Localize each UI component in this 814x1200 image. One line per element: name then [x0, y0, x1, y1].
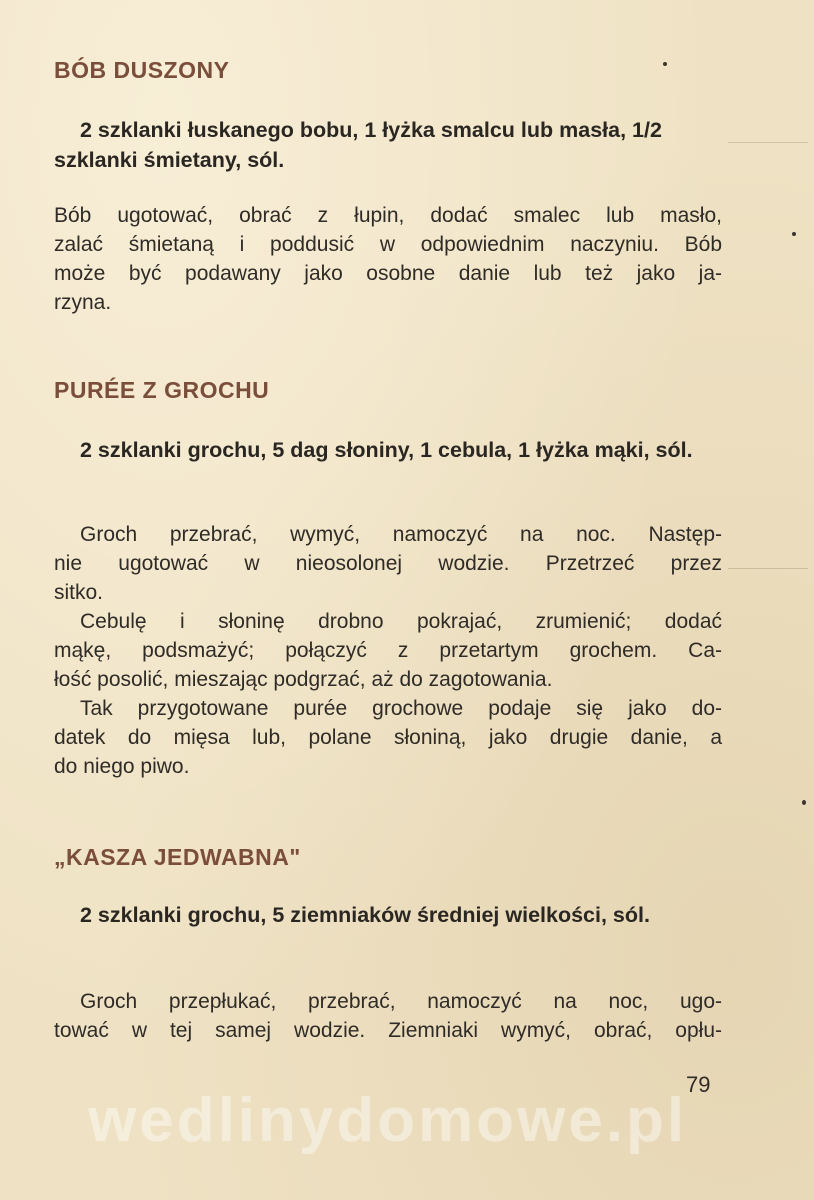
- recipe-title-puree-z-grochu: PURÉE Z GROCHU: [54, 377, 270, 403]
- text-line: nie ugotować w nieosolonej wodzie. Przetrzeć przez: [54, 552, 722, 575]
- recipe-title-bob-duszony: BÓB DUSZONY: [54, 57, 230, 83]
- text-line: tować w tej samej wodzie. Ziemniaki wymyć, obrać, opłu-: [54, 1019, 722, 1042]
- text-line: Tak przygotowane purée grochowe podaje się jako do-: [80, 697, 722, 720]
- recipe-instructions-kasza-jedwabna: [54, 987, 722, 1045]
- text-line: może być podawany jako osobne danie lub też jako ja-: [54, 262, 722, 285]
- page-number: 79: [686, 1072, 711, 1097]
- text-line: Bób ugotować, obrać z łupin, dodać smalec lub masło,: [54, 204, 722, 227]
- text-line: łość posolić, mieszając podgrzać, aż do zagotowania.: [54, 668, 553, 691]
- recipe-ingredients-bob-duszony: 2 szklanki łuskanego bobu, 1 łyżka smalcu lub masła, 1/2 szklanki śmietany, sól.: [54, 118, 662, 172]
- recipe-ingredients-kasza-jedwabna: 2 szklanki grochu, 5 ziemniaków średniej wielkości, sól.: [80, 903, 650, 927]
- text-line: datek do mięsa lub, polane słoniną, jako drugie danie, a: [54, 726, 722, 749]
- watermark: wedlinydomowe.pl: [88, 1086, 688, 1155]
- text-line: zalać śmietaną i poddusić w odpowiednim naczyniu. Bób: [54, 233, 722, 256]
- text-line: Groch przepłukać, przebrać, namoczyć na noc, ugo-: [80, 990, 722, 1013]
- recipe-title-kasza-jedwabna: „KASZA JEDWABNA": [54, 844, 301, 870]
- text-line: sitko.: [54, 581, 104, 604]
- recipe-instructions-puree-z-grochu: [54, 520, 722, 781]
- scan-speck: [792, 232, 796, 236]
- scan-speck: [663, 62, 667, 66]
- text-line: Cebulę i słoninę drobno pokrajać, zrumienić; dodać: [80, 610, 722, 633]
- scan-speck: [802, 800, 806, 805]
- text-line: rzyna.: [54, 291, 112, 314]
- recipe-ingredients-puree-z-grochu: 2 szklanki grochu, 5 dag słoniny, 1 cebula, 1 łyżka mąki, sól.: [80, 438, 693, 462]
- text-line: mąkę, podsmażyć; połączyć z przetartym grochem. Ca-: [54, 639, 722, 662]
- text-line: Groch przebrać, wymyć, namoczyć na noc. Następ-: [80, 523, 722, 546]
- scan-line: [728, 142, 808, 143]
- recipe-instructions-bob-duszony: [54, 201, 722, 317]
- text-line: do niego piwo.: [54, 755, 190, 778]
- scan-line: [728, 568, 808, 569]
